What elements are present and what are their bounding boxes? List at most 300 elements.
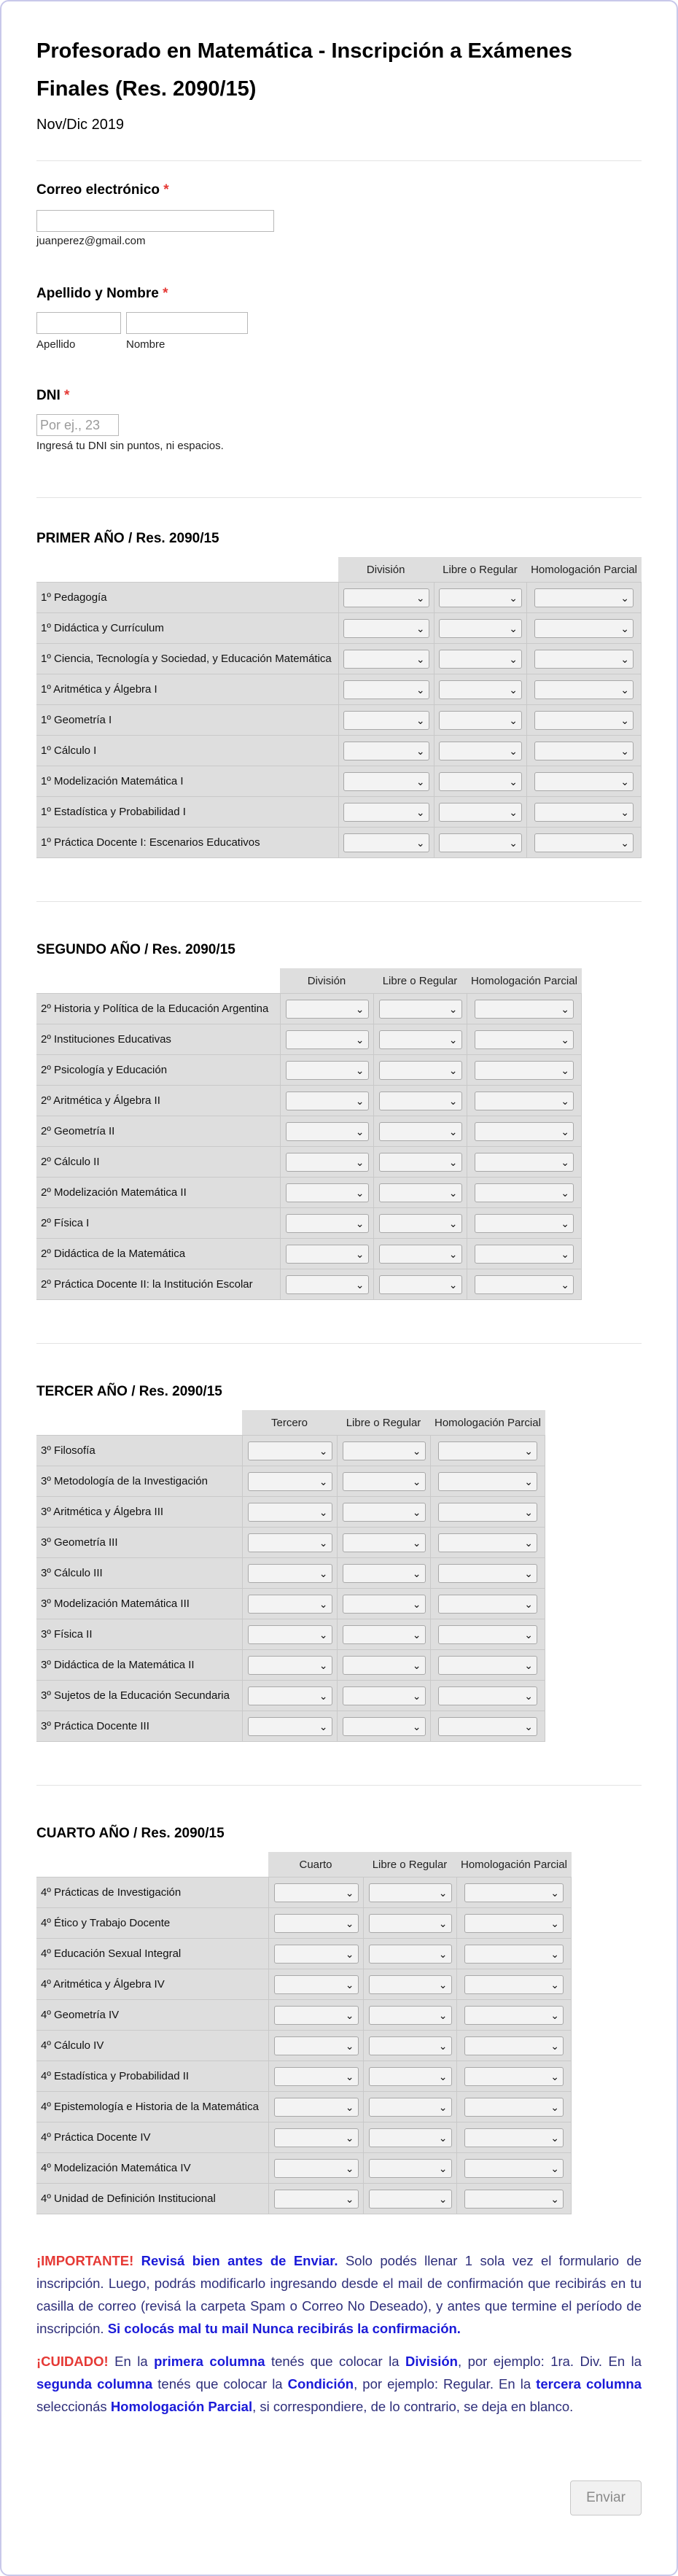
dropdown-select[interactable]	[369, 2067, 452, 2086]
matrix-cell	[242, 1619, 337, 1649]
dropdown-select[interactable]	[379, 1245, 462, 1264]
subject-label: 3º Didáctica de la Matemática II	[36, 1649, 242, 1680]
important-note	[36, 2249, 642, 2340]
dropdown-select[interactable]	[248, 1656, 332, 1675]
matrix-cell	[467, 1054, 582, 1085]
dropdown-select[interactable]	[286, 1000, 369, 1019]
dropdown-select[interactable]	[439, 588, 522, 607]
dropdown-select[interactable]	[534, 833, 634, 852]
chevron-down-icon: ⌄	[561, 1064, 569, 1076]
matrix-cell	[280, 1054, 373, 1085]
matrix-cell	[526, 643, 642, 674]
chevron-down-icon: ⌄	[509, 775, 518, 787]
chevron-down-icon: ⌄	[524, 1536, 533, 1549]
chevron-down-icon: ⌄	[416, 744, 425, 757]
subject-label: 2º Instituciones Educativas	[36, 1024, 280, 1054]
chevron-down-icon: ⌄	[355, 1064, 365, 1076]
dropdown-select[interactable]	[379, 1000, 462, 1019]
subject-label: 1º Didáctica y Currículum	[36, 612, 338, 643]
matrix-cell	[467, 1085, 582, 1116]
dropdown-select[interactable]	[286, 1275, 369, 1294]
dropdown-select[interactable]	[286, 1092, 369, 1110]
chevron-down-icon: ⌄	[620, 775, 630, 787]
dropdown-select[interactable]	[464, 2190, 564, 2209]
dropdown-select[interactable]	[379, 1183, 462, 1202]
dropdown-select[interactable]	[343, 803, 429, 822]
dropdown-select[interactable]	[475, 1153, 574, 1172]
dropdown-select[interactable]	[274, 2190, 359, 2209]
matrix-cell	[268, 1969, 363, 1999]
dropdown-select[interactable]	[464, 1945, 564, 1964]
chevron-down-icon: ⌄	[448, 1156, 458, 1168]
table-row	[36, 1177, 582, 1207]
chevron-down-icon: ⌄	[448, 1125, 458, 1137]
matrix-cell	[456, 2183, 572, 2214]
matrix-cell	[337, 1466, 430, 1496]
dropdown-select[interactable]	[438, 1717, 537, 1736]
dropdown-select[interactable]	[475, 1030, 574, 1049]
matrix-cell	[280, 1269, 373, 1300]
dropdown-select[interactable]	[274, 2067, 359, 2086]
dropdown-select[interactable]	[343, 1564, 426, 1583]
matrix-cell	[337, 1649, 430, 1680]
dropdown-select[interactable]	[343, 680, 429, 699]
dropdown-select[interactable]	[438, 1564, 537, 1583]
chevron-down-icon: ⌄	[550, 2131, 559, 2144]
matrix-cell	[456, 1938, 572, 1969]
column-header: Libre o Regular	[337, 1410, 430, 1435]
matrix-cell	[363, 2122, 456, 2152]
dropdown-select[interactable]	[369, 2098, 452, 2117]
dropdown-select[interactable]	[248, 1686, 332, 1705]
dropdown-select[interactable]	[343, 1625, 426, 1644]
dropdown-select[interactable]	[248, 1564, 332, 1583]
chevron-down-icon: ⌄	[319, 1506, 328, 1518]
careful-label: ¡CUIDADO!	[36, 2354, 109, 2369]
dropdown-select[interactable]	[475, 1275, 574, 1294]
dropdown-select[interactable]	[475, 1061, 574, 1080]
dropdown-select[interactable]	[248, 1503, 332, 1522]
dropdown-select[interactable]	[438, 1533, 537, 1552]
subject-label: 2º Física I	[36, 1207, 280, 1238]
dropdown-select[interactable]	[475, 1183, 574, 1202]
dropdown-select[interactable]	[439, 803, 522, 822]
table-row	[36, 1435, 545, 1466]
matrix-cell	[467, 1238, 582, 1269]
chevron-down-icon: ⌄	[524, 1506, 533, 1518]
dropdown-select[interactable]	[475, 1092, 574, 1110]
chevron-down-icon: ⌄	[509, 836, 518, 849]
careful-text: tenés que colocar la	[270, 2354, 400, 2369]
dropdown-select[interactable]	[274, 1945, 359, 1964]
dropdown-select[interactable]	[464, 2098, 564, 2117]
matrix-cell	[456, 1999, 572, 2030]
subject-matrix	[36, 968, 582, 1300]
dropdown-select[interactable]	[343, 619, 429, 638]
dropdown-select[interactable]	[379, 1153, 462, 1172]
table-row	[36, 1085, 582, 1116]
dropdown-select[interactable]	[274, 2036, 359, 2055]
matrix-corner	[36, 968, 280, 993]
dropdown-select[interactable]	[534, 772, 634, 791]
subject-label: 3º Física II	[36, 1619, 242, 1649]
dropdown-select[interactable]	[274, 2128, 359, 2147]
dropdown-select[interactable]	[438, 1472, 537, 1491]
chevron-down-icon: ⌄	[524, 1598, 533, 1610]
chevron-down-icon: ⌄	[319, 1720, 328, 1732]
dropdown-select[interactable]	[439, 650, 522, 669]
dropdown-select[interactable]	[534, 588, 634, 607]
dropdown-select[interactable]	[438, 1686, 537, 1705]
dropdown-select[interactable]	[369, 1914, 452, 1933]
matrix-cell	[280, 1238, 373, 1269]
dropdown-select[interactable]	[475, 1000, 574, 1019]
chevron-down-icon: ⌄	[620, 591, 630, 604]
subject-label: 4º Educación Sexual Integral	[36, 1938, 268, 1969]
dropdown-select[interactable]	[343, 1717, 426, 1736]
chevron-down-icon: ⌄	[412, 1444, 421, 1457]
chevron-down-icon: ⌄	[355, 1248, 365, 1260]
matrix-cell	[363, 1999, 456, 2030]
chevron-down-icon: ⌄	[438, 2101, 448, 2113]
chevron-down-icon: ⌄	[412, 1659, 421, 1671]
matrix-cell	[434, 643, 526, 674]
dropdown-select[interactable]	[379, 1061, 462, 1080]
dropdown-select[interactable]	[369, 1945, 452, 1964]
matrix-cell	[363, 1938, 456, 1969]
subject-label: 2º Aritmética y Álgebra II	[36, 1085, 280, 1116]
chevron-down-icon: ⌄	[416, 836, 425, 849]
matrix-cell	[337, 1711, 430, 1742]
email-warning: Si colocás mal tu mail Nunca recibirás la confirmación.	[107, 2321, 461, 2336]
dropdown-select[interactable]	[286, 1122, 369, 1141]
dropdown-select[interactable]	[369, 1975, 452, 1994]
chevron-down-icon: ⌄	[355, 1278, 365, 1291]
matrix-cell	[280, 1207, 373, 1238]
last-name-input[interactable]	[36, 312, 121, 334]
dropdown-select[interactable]	[464, 2128, 564, 2147]
dropdown-select[interactable]	[343, 1441, 426, 1460]
chevron-down-icon: ⌄	[524, 1628, 533, 1641]
subject-label: 1º Práctica Docente I: Escenarios Educativos	[36, 827, 338, 858]
chevron-down-icon: ⌄	[550, 1886, 559, 1899]
matrix-cell	[337, 1435, 430, 1466]
dropdown-select[interactable]	[286, 1153, 369, 1172]
dropdown-select[interactable]	[274, 1914, 359, 1933]
dropdown-select[interactable]	[286, 1183, 369, 1202]
subject-label: 2º Cálculo II	[36, 1146, 280, 1177]
dropdown-select[interactable]	[343, 772, 429, 791]
chevron-down-icon: ⌄	[438, 2070, 448, 2082]
dropdown-select[interactable]	[379, 1030, 462, 1049]
matrix-cell	[337, 1588, 430, 1619]
matrix-cell	[456, 1969, 572, 1999]
chevron-down-icon: ⌄	[509, 714, 518, 726]
subject-label: 3º Aritmética y Álgebra III	[36, 1496, 242, 1527]
dropdown-select[interactable]	[286, 1245, 369, 1264]
matrix-cell	[363, 1907, 456, 1938]
matrix-cell	[280, 1116, 373, 1146]
chevron-down-icon: ⌄	[561, 1033, 569, 1046]
table-row	[36, 612, 642, 643]
dropdown-select[interactable]	[439, 772, 522, 791]
chevron-down-icon: ⌄	[412, 1475, 421, 1487]
dropdown-select[interactable]	[464, 2067, 564, 2086]
email-input[interactable]	[36, 210, 274, 232]
table-row	[36, 2030, 572, 2061]
divider	[36, 1785, 642, 1786]
matrix-cell	[363, 2091, 456, 2122]
dropdown-select[interactable]	[534, 650, 634, 669]
first-name-input[interactable]	[126, 312, 248, 334]
matrix-corner	[36, 1410, 242, 1435]
dropdown-select[interactable]	[369, 2036, 452, 2055]
chevron-down-icon: ⌄	[438, 1917, 448, 1929]
matrix-cell	[467, 1146, 582, 1177]
matrix-cell	[268, 2183, 363, 2214]
dropdown-select[interactable]	[343, 833, 429, 852]
dropdown-select[interactable]	[274, 2006, 359, 2025]
matrix-cell	[526, 735, 642, 766]
matrix-cell	[338, 766, 434, 796]
dropdown-select[interactable]	[343, 1472, 426, 1491]
dropdown-select[interactable]	[343, 1503, 426, 1522]
column-header: Homologación Parcial	[467, 968, 582, 993]
dropdown-select[interactable]	[379, 1122, 462, 1141]
chevron-down-icon: ⌄	[550, 1947, 559, 1960]
table-row	[36, 582, 642, 612]
dropdown-select[interactable]	[464, 2006, 564, 2025]
chevron-down-icon: ⌄	[319, 1475, 328, 1487]
table-row	[36, 2122, 572, 2152]
chevron-down-icon: ⌄	[561, 1217, 569, 1229]
table-row	[36, 1619, 545, 1649]
dropdown-select[interactable]	[439, 680, 522, 699]
dropdown-select[interactable]	[438, 1625, 537, 1644]
dropdown-select[interactable]	[438, 1656, 537, 1675]
dropdown-select[interactable]	[475, 1245, 574, 1264]
dropdown-select[interactable]	[464, 1914, 564, 1933]
matrix-cell	[373, 1085, 467, 1116]
dropdown-select[interactable]	[438, 1441, 537, 1460]
submit-button[interactable]: Enviar	[570, 2480, 642, 2515]
dropdown-select[interactable]	[286, 1061, 369, 1080]
chevron-down-icon: ⌄	[524, 1444, 533, 1457]
dropdown-select[interactable]	[274, 1883, 359, 1902]
matrix-cell	[430, 1649, 545, 1680]
matrix-cell	[456, 2030, 572, 2061]
dropdown-select[interactable]	[369, 2006, 452, 2025]
matrix-cell	[338, 827, 434, 858]
important-label: ¡IMPORTANTE!	[36, 2253, 134, 2268]
dropdown-select[interactable]	[534, 742, 634, 760]
subject-label: 1º Aritmética y Álgebra I	[36, 674, 338, 704]
subject-label: 2º Didáctica de la Matemática	[36, 1238, 280, 1269]
matrix-cell	[434, 612, 526, 643]
matrix-cell	[430, 1557, 545, 1588]
table-row	[36, 2061, 572, 2091]
dropdown-select[interactable]	[343, 1656, 426, 1675]
chevron-down-icon: ⌄	[550, 1917, 559, 1929]
chevron-down-icon: ⌄	[620, 744, 630, 757]
matrix-cell	[373, 1238, 467, 1269]
dropdown-select[interactable]	[343, 1686, 426, 1705]
dropdown-select[interactable]	[464, 2159, 564, 2178]
table-row	[36, 674, 642, 704]
matrix-cell	[456, 1907, 572, 1938]
matrix-cell	[526, 827, 642, 858]
matrix-cell	[430, 1527, 545, 1557]
dropdown-select[interactable]	[343, 1533, 426, 1552]
matrix-corner	[36, 557, 338, 582]
section-title: PRIMER AÑO / Res. 2090/15	[36, 531, 219, 546]
dropdown-select[interactable]	[438, 1503, 537, 1522]
subject-label: 2º Historia y Política de la Educación Argentina	[36, 993, 280, 1024]
divider	[36, 497, 642, 498]
chevron-down-icon: ⌄	[355, 1094, 365, 1107]
dropdown-select[interactable]	[343, 1595, 426, 1614]
table-row	[36, 1207, 582, 1238]
column-header: Libre o Regular	[363, 1852, 456, 1877]
matrix-cell	[434, 766, 526, 796]
dropdown-select[interactable]	[274, 1975, 359, 1994]
chevron-down-icon: ⌄	[345, 2192, 354, 2205]
last-name-sublabel: Apellido	[36, 338, 76, 351]
dropdown-select[interactable]	[248, 1472, 332, 1491]
dni-input[interactable]	[36, 414, 119, 436]
matrix-cell	[467, 993, 582, 1024]
chevron-down-icon: ⌄	[355, 1217, 365, 1229]
chevron-down-icon: ⌄	[448, 1278, 458, 1291]
matrix-cell	[434, 735, 526, 766]
subject-label: 4º Epistemología e Historia de la Matemática	[36, 2091, 268, 2122]
dropdown-select[interactable]	[248, 1441, 332, 1460]
matrix-cell	[337, 1527, 430, 1557]
matrix-cell	[434, 827, 526, 858]
chevron-down-icon: ⌄	[416, 622, 425, 634]
dropdown-select[interactable]	[534, 711, 634, 730]
matrix-cell	[456, 2122, 572, 2152]
subject-label: 4º Geometría IV	[36, 1999, 268, 2030]
dropdown-select[interactable]	[274, 2159, 359, 2178]
dropdown-select[interactable]	[248, 1625, 332, 1644]
matrix-cell	[338, 612, 434, 643]
matrix-cell	[434, 796, 526, 827]
matrix-cell	[338, 704, 434, 735]
dropdown-select[interactable]	[248, 1717, 332, 1736]
matrix-cell	[242, 1680, 337, 1711]
column-header: División	[338, 557, 434, 582]
dropdown-select[interactable]	[369, 2128, 452, 2147]
chevron-down-icon: ⌄	[345, 1917, 354, 1929]
third-column-term: tercera columna	[536, 2376, 642, 2392]
matrix-cell	[430, 1435, 545, 1466]
dropdown-select[interactable]	[248, 1595, 332, 1614]
dropdown-select[interactable]	[464, 1883, 564, 1902]
chevron-down-icon: ⌄	[524, 1689, 533, 1702]
subject-label: 3º Cálculo III	[36, 1557, 242, 1588]
chevron-down-icon: ⌄	[438, 2192, 448, 2205]
matrix-cell	[373, 1269, 467, 1300]
dropdown-select[interactable]	[534, 803, 634, 822]
dropdown-select[interactable]	[464, 2036, 564, 2055]
table-row	[36, 1238, 582, 1269]
dropdown-select[interactable]	[248, 1533, 332, 1552]
matrix-cell	[526, 704, 642, 735]
table-row	[36, 1877, 572, 1907]
subject-label: 1º Estadística y Probabilidad I	[36, 796, 338, 827]
dropdown-select[interactable]	[379, 1092, 462, 1110]
dropdown-select[interactable]	[286, 1030, 369, 1049]
dropdown-select[interactable]	[534, 619, 634, 638]
chevron-down-icon: ⌄	[550, 2009, 559, 2021]
chevron-down-icon: ⌄	[550, 2192, 559, 2205]
dropdown-select[interactable]	[343, 711, 429, 730]
dropdown-select[interactable]	[369, 2159, 452, 2178]
chevron-down-icon: ⌄	[550, 2039, 559, 2052]
matrix-cell	[430, 1711, 545, 1742]
table-row	[36, 1116, 582, 1146]
matrix-cell	[373, 1116, 467, 1146]
dropdown-select[interactable]	[286, 1214, 369, 1233]
chevron-down-icon: ⌄	[561, 1156, 569, 1168]
dropdown-select[interactable]	[343, 588, 429, 607]
chevron-down-icon: ⌄	[524, 1475, 533, 1487]
dropdown-select[interactable]	[369, 1883, 452, 1902]
column-header: Cuarto	[268, 1852, 363, 1877]
section-title: SEGUNDO AÑO / Res. 2090/15	[36, 942, 235, 957]
dropdown-select[interactable]	[475, 1122, 574, 1141]
dropdown-select[interactable]	[343, 742, 429, 760]
dropdown-select[interactable]	[379, 1275, 462, 1294]
matrix-cell	[373, 1207, 467, 1238]
table-row	[36, 735, 642, 766]
table-row	[36, 1999, 572, 2030]
dropdown-select[interactable]	[475, 1214, 574, 1233]
dropdown-select[interactable]	[439, 742, 522, 760]
chevron-down-icon: ⌄	[448, 1033, 458, 1046]
dropdown-select[interactable]	[439, 833, 522, 852]
dropdown-select[interactable]	[343, 650, 429, 669]
dropdown-select[interactable]	[379, 1214, 462, 1233]
chevron-down-icon: ⌄	[319, 1598, 328, 1610]
column-header: Libre o Regular	[373, 968, 467, 993]
table-row	[36, 1680, 545, 1711]
dropdown-select[interactable]	[534, 680, 634, 699]
matrix-cell	[434, 674, 526, 704]
matrix-cell	[337, 1680, 430, 1711]
table-row	[36, 993, 582, 1024]
matrix-cell	[467, 1116, 582, 1146]
column-header: División	[280, 968, 373, 993]
matrix-cell	[268, 2030, 363, 2061]
dropdown-select[interactable]	[274, 2098, 359, 2117]
careful-text: , por ejemplo: Regular. En la	[354, 2376, 531, 2392]
chevron-down-icon: ⌄	[561, 1248, 569, 1260]
dropdown-select[interactable]	[464, 1975, 564, 1994]
chevron-down-icon: ⌄	[620, 683, 630, 696]
matrix-cell	[467, 1207, 582, 1238]
chevron-down-icon: ⌄	[550, 2101, 559, 2113]
review-label: Revisá bien antes de Enviar.	[141, 2253, 338, 2268]
dropdown-select[interactable]	[369, 2190, 452, 2209]
dropdown-select[interactable]	[439, 619, 522, 638]
dropdown-select[interactable]	[439, 711, 522, 730]
subject-label: 4º Prácticas de Investigación	[36, 1877, 268, 1907]
dropdown-select[interactable]	[438, 1595, 537, 1614]
chevron-down-icon: ⌄	[438, 2162, 448, 2174]
divider	[36, 901, 642, 902]
